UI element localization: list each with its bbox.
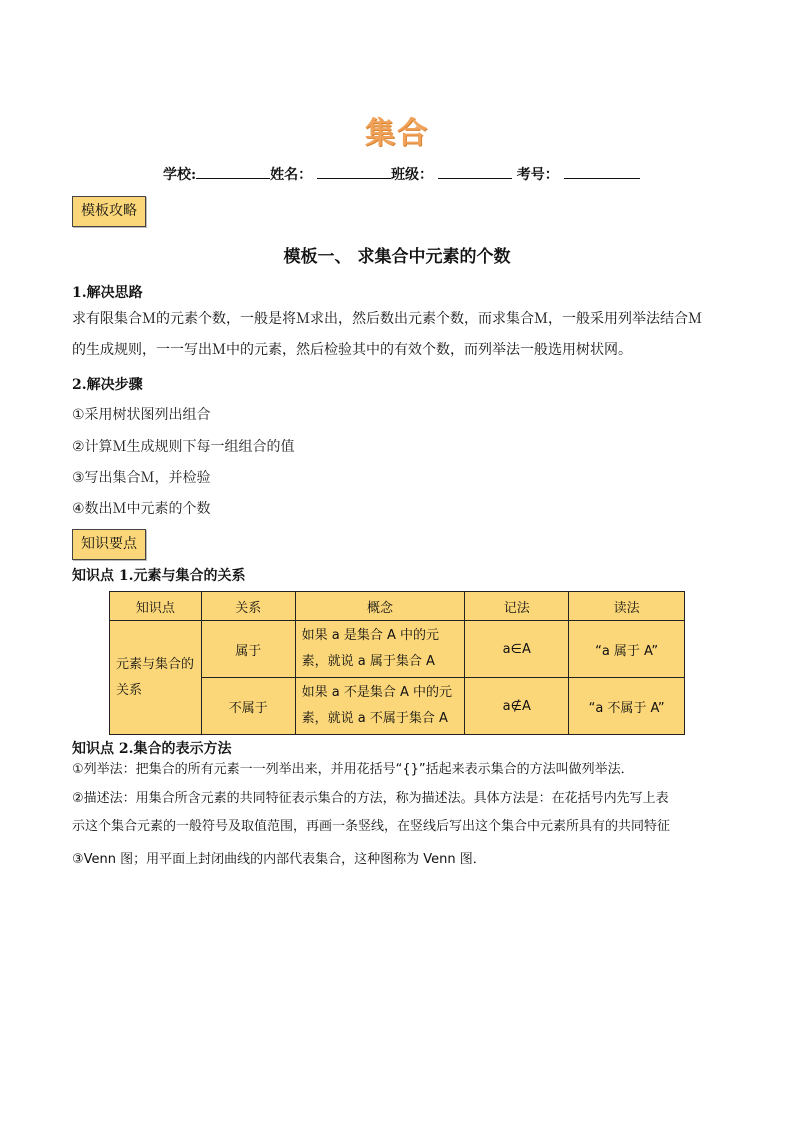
step-1: ①采用树状图列出组合 — [72, 407, 211, 423]
table-header: 读法 — [569, 592, 685, 621]
reading-cell: “a 不属于 A” — [569, 678, 685, 735]
exam-number-blank[interactable] — [564, 164, 640, 179]
notation-cell: a∈A — [465, 621, 569, 678]
step-2: ②计算Ｍ生成规则下每一组组合的值 — [72, 439, 295, 455]
method-list-method: ①列举法：把集合的所有元素一一列举出来，并用花括号“{}”括起来表示集合的方法叫做列举法． — [72, 762, 634, 777]
school-label: 学校: — [163, 167, 197, 183]
class-label: 班级： — [391, 167, 434, 183]
knowledge-2-heading: 知识点 2.集合的表示方法 — [72, 741, 232, 757]
exam-label: 考号： — [516, 167, 559, 183]
relation-cell: 属于 — [201, 621, 295, 678]
school-blank[interactable] — [196, 164, 270, 179]
class-blank[interactable] — [438, 164, 512, 179]
document-title: 集合 — [365, 116, 429, 151]
method-description-line-1: ②描述法：用集合所含元素的共同特征表示集合的方法，称为描述法。具体方法是：在花括号内先写上表 — [72, 791, 669, 806]
steps-heading: 2.解决步骤 — [72, 377, 143, 393]
thought-line-1: 求有限集合Ｍ的元素个数，一般是将Ｍ求出，然后数出元素个数，而求集合Ｍ，一般采用列举法结合Ｍ — [72, 311, 702, 327]
name-label: 姓名： — [270, 167, 313, 183]
method-description — [72, 785, 732, 841]
student-info-line — [163, 164, 640, 184]
thought-line-2: 的生成规则，一一写出Ｍ中的元素，然后检验其中的有效个数，而列举法一般选用树状网。 — [72, 342, 632, 358]
knowledge-tag: 知识要点 — [72, 529, 146, 560]
concept-cell: 如果 a 是集合 A 中的元素，就说 a 属于集合 A — [295, 621, 465, 678]
step-3: ③写出集合Ｍ，并检验 — [72, 470, 211, 486]
group-cell: 元素与集合的关系 — [110, 621, 202, 735]
name-blank[interactable] — [317, 164, 391, 179]
thought-heading: 1.解决思路 — [72, 285, 143, 301]
table-header: 关系 — [201, 592, 295, 621]
method-venn: ③Venn 图；用平面上封闭曲线的内部代表集合，这种图称为 Venn 图． — [72, 852, 486, 867]
table-header-row — [110, 592, 685, 621]
element-set-relation-table — [109, 591, 685, 735]
strategy-tag: 模板攻略 — [72, 196, 146, 227]
thought-paragraph — [72, 304, 724, 366]
step-4: ④数出Ｍ中元素的个数 — [72, 501, 211, 517]
notation-cell: a∉A — [465, 678, 569, 735]
reading-cell: “a 属于 A” — [569, 621, 685, 678]
table-row — [110, 621, 685, 678]
template-title: 模板一、 求集合中元素的个数 — [283, 247, 511, 267]
relation-cell: 不属于 — [201, 678, 295, 735]
knowledge-1-heading: 知识点 1.元素与集合的关系 — [72, 568, 246, 584]
concept-cell: 如果 a 不是集合 A 中的元素，就说 a 不属于集合 A — [295, 678, 465, 735]
table-header: 记法 — [465, 592, 569, 621]
table-header: 概念 — [295, 592, 465, 621]
table-header: 知识点 — [110, 592, 202, 621]
method-description-line-2: 示这个集合元素的一般符号及取值范围，再画一条竖线，在竖线后写出这个集合中元素所具有的共同特征 — [72, 819, 671, 834]
